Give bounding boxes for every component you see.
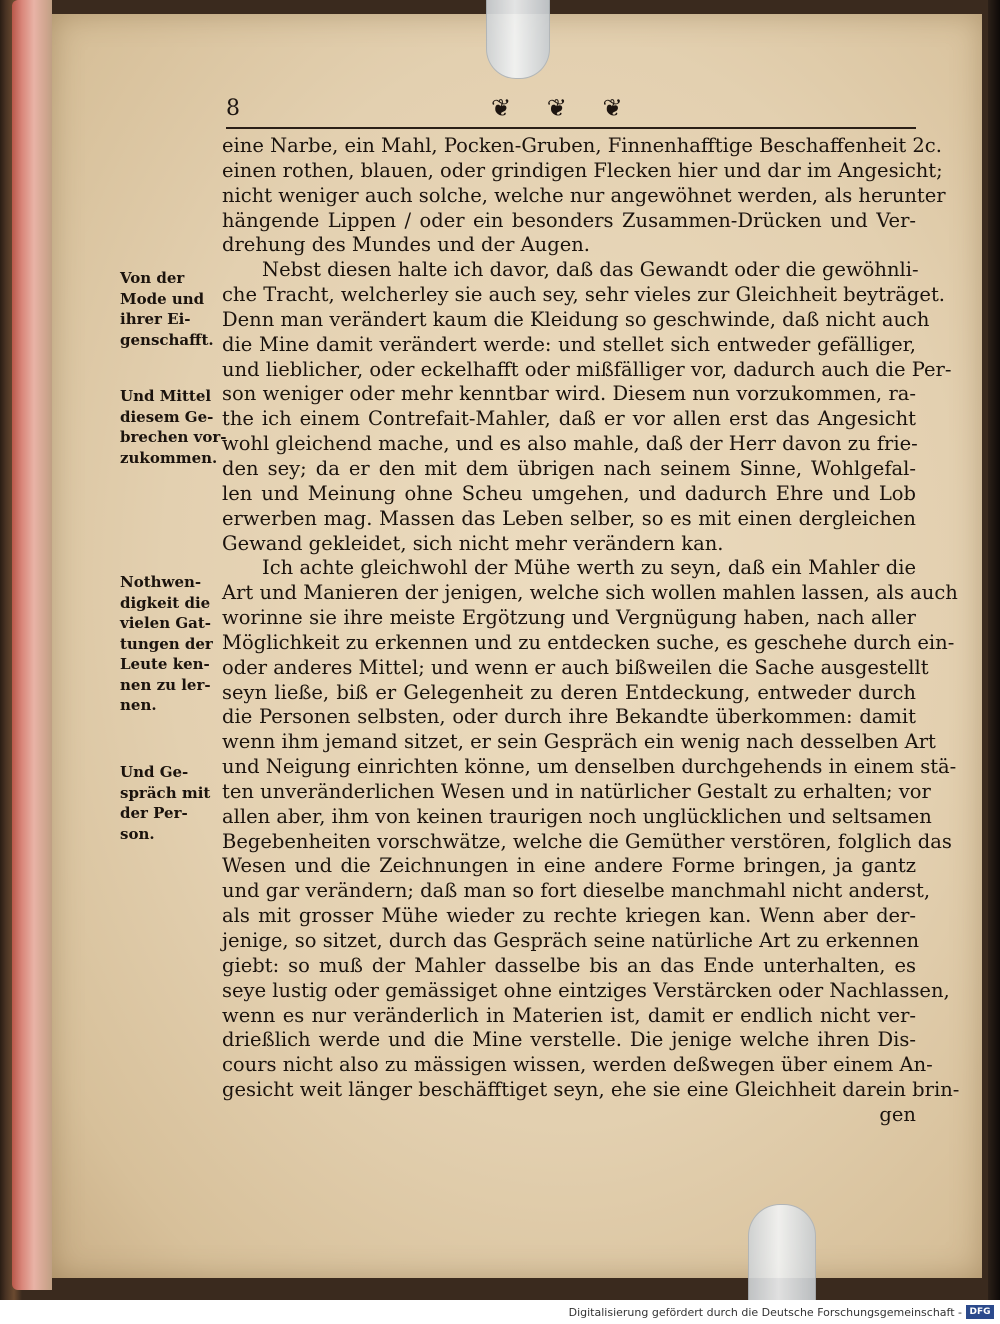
text-line: che Tracht, welcherley sie auch sey, sehr vieles zur Gleichheit beyträget. bbox=[222, 283, 945, 307]
page-clip-bottom bbox=[748, 1204, 816, 1301]
text-line: oder anderes Mittel; und wenn er auch bißweilen die Sache ausgestellt bbox=[222, 655, 929, 679]
marginal-note-line: digkeit die bbox=[120, 593, 211, 612]
text-line: und Neigung einrichten könne, um denselben durchgehends in einem stä- bbox=[222, 755, 957, 779]
marginal-note-gesprach bbox=[120, 762, 212, 844]
text-line: cours nicht also zu mässigen wissen, werden deßwegen über einem An- bbox=[222, 1053, 933, 1077]
header-rule bbox=[226, 127, 916, 129]
dfg-logo: DFG bbox=[966, 1305, 994, 1319]
text-line: hängende Lippen / oder ein besonders Zusammen-Drücken und Ver- bbox=[222, 208, 916, 232]
body-text bbox=[222, 134, 960, 1128]
text-line: und lieblicher, oder eckelhafft oder mißfälliger vor, dadurch auch die Per- bbox=[222, 357, 952, 381]
text-line: Gewand gekleidet, sich nicht mehr verändern kan. bbox=[222, 531, 724, 555]
text-line: gesicht weit länger beschäfftiget seyn, ehe sie eine Gleichheit darein brin- bbox=[222, 1078, 960, 1102]
marginal-note-line: nen zu ler- bbox=[120, 675, 211, 694]
text-line: eine Narbe, ein Mahl, Pocken-Gruben, Finnenhafftige Beschaffenheit 2c. bbox=[222, 134, 942, 157]
text-line: giebt: so muß der Mahler dasselbe bis an das Ende unterhalten, es bbox=[222, 953, 916, 977]
text-line: Begebenheiten vorschwätze, welche die Gemüther verstören, folglich das bbox=[222, 829, 952, 853]
marginal-note-line: Mode und bbox=[120, 289, 205, 308]
text-line: den sey; da er den mit dem übrigen nach seinem Sinne, Wohlgefal- bbox=[222, 456, 916, 480]
text-line: Art und Manieren der jenigen, welche sich wollen mahlen lassen, als auch bbox=[222, 581, 958, 605]
text-line: drehung des Mundes und der Augen. bbox=[222, 233, 591, 257]
text-line: worinne sie ihre meiste Ergötzung und Vergnügung haben, nach aller bbox=[222, 606, 916, 630]
text-line: jenige, so sitzet, durch das Gespräch seine natürliche Art zu erkennen bbox=[222, 929, 920, 952]
marginal-note-line: Nothwen- bbox=[120, 573, 202, 591]
book-page-edges bbox=[12, 0, 52, 1290]
text-line: erwerben mag. Massen das Leben selber, so es mit einen dergleichen bbox=[222, 506, 916, 530]
marginal-note-line: diesem Ge- bbox=[120, 407, 214, 426]
text-line: allen aber, ihm von keinen traurigen noch unglücklichen und seltsamen bbox=[222, 804, 932, 828]
text-line: wohl gleichend mache, und es also mahle, daß der Herr davon zu frie- bbox=[222, 432, 918, 456]
text-line: ten unveränderlichen Wesen und in natürlicher Gestalt zu erhalten; vor bbox=[222, 779, 931, 803]
text-line: wenn es nur veränderlich in Materien ist, damit er endlich nicht ver- bbox=[222, 1003, 916, 1027]
marginal-note-line: der Per- bbox=[120, 804, 188, 822]
marginal-note-line: Und Ge- bbox=[120, 763, 189, 781]
marginal-note-line: tungen der bbox=[120, 634, 213, 653]
text-line: seye lustig oder gemässiget ohne eintziges Verstärcken oder Nachlassen, bbox=[222, 978, 950, 1002]
text-line: Denn man verändert kaum die Kleidung so geschwinde, daß nicht auch bbox=[222, 307, 930, 331]
marginal-note-mode bbox=[120, 268, 212, 350]
marginal-note-mittel bbox=[120, 386, 227, 468]
header-ornament-icon: ❦ ❦ ❦ bbox=[491, 94, 637, 122]
marginal-note-line: spräch mit bbox=[120, 783, 211, 802]
page-number: 8 bbox=[226, 96, 240, 121]
text-line: als mit grosser Mühe wieder zu rechte kriegen kan. Wenn aber der- bbox=[222, 904, 916, 928]
text-line: und gar verändern; daß man so fort dieselbe manchmahl nicht anderst, bbox=[222, 879, 931, 903]
marginal-note-line: ihrer Ei- bbox=[120, 310, 191, 328]
marginal-note-line: brechen vor- bbox=[120, 428, 227, 446]
text-line: Wesen und die Zeichnungen in eine andere Forme bringen, ja gantz bbox=[222, 854, 916, 878]
text-line: Möglichkeit zu erkennen und zu entdecken suche, es geschehe durch ein- bbox=[222, 630, 955, 654]
marginal-note-line: vielen Gat- bbox=[120, 614, 212, 632]
page-header bbox=[226, 96, 916, 130]
text-line: drießlich werde und die Mine verstelle. Die jenige welche ihren Dis- bbox=[222, 1028, 916, 1052]
text-line: wenn ihm jemand sitzet, er sein Gespräch ein wenig nach desselben Art bbox=[222, 730, 936, 754]
marginal-note-line: Leute ken- bbox=[120, 655, 210, 673]
marginal-note-line: Von der bbox=[120, 269, 185, 287]
marginal-note-nothwendigkeit bbox=[120, 572, 212, 716]
text-line: die Mine damit verändert werde: und stellet sich entweder gefälliger, bbox=[222, 332, 916, 356]
text-line: seyn ließe, biß er Gelegenheit zu deren Entdeckung, entweder durch bbox=[222, 680, 916, 704]
marginal-note-line: zukommen. bbox=[120, 448, 218, 467]
text-line: einen rothen, blauen, oder grindigen Flecken hier und dar im Angesicht; bbox=[222, 158, 943, 182]
text-line: Nebst diesen halte ich davor, daß das Gewandt oder die gewöhnli- bbox=[262, 258, 919, 282]
catchword: gen bbox=[879, 1102, 916, 1126]
funding-credit: Digitalisierung gefördert durch die Deutsche Forschungsgemeinschaft - bbox=[568, 1306, 962, 1319]
text-line: the ich einem Contrefait-Mahler, daß er vor allen erst das Angesicht bbox=[222, 407, 916, 431]
book-right-edge bbox=[988, 0, 1000, 1300]
marginal-note-line: nen. bbox=[120, 696, 157, 714]
marginal-note-line: son. bbox=[120, 824, 155, 843]
marginal-note-line: genschafft. bbox=[120, 330, 214, 349]
text-line: len und Meinung ohne Scheu umgehen, und dadurch Ehre und Lob bbox=[222, 481, 916, 505]
marginal-note-line: Und Mittel bbox=[120, 387, 212, 405]
text-line: nicht weniger auch solche, welche nur angewöhnet werden, als herunter bbox=[222, 183, 946, 207]
text-line: Ich achte gleichwohl der Mühe werth zu seyn, daß ein Mahler die bbox=[262, 556, 916, 580]
text-line: son weniger oder mehr kenntbar wird. Diesem nun vorzukommen, ra- bbox=[222, 382, 916, 406]
text-line: die Personen selbsten, oder durch ihre Bekandte überkommen: damit bbox=[222, 705, 916, 729]
page-clip-top bbox=[486, 0, 550, 79]
